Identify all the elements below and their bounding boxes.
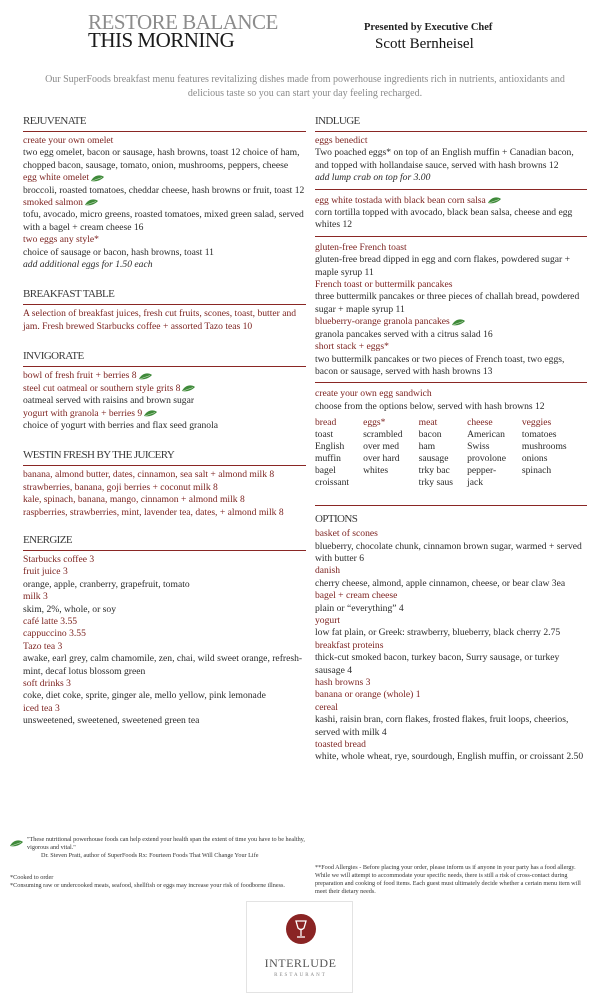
item-label: yogurt with granola + berries 9 [23,407,143,419]
food-allergy-note: **Food Allergies - Before placing your order, please inform us if anyone in your party has a food allergy. While we will attempt to accommodate your specific needs, there is still a risk of cross-contact during preparation and cooking of food items. Each guest must ultimately decide whether a certain menu item will meet their dietary needs. [315,864,581,895]
menu-item-name: bagel + cream cheese [315,590,398,602]
section-indulge [315,112,587,493]
table-cell: provolone [467,453,506,465]
menu-item-desc: cherry cheese, almond, apple cinnamon, cheese, or bear claw 3ea [315,577,566,589]
griddle-group [315,242,587,383]
column-header: cheese [467,417,493,429]
menu-item-desc: two egg omelet, bacon or sausage, hash browns, toast 12 choice of ham, chopped bacon, sausage, tomato, onion, mushrooms, peppers, cheese [23,147,300,171]
table-cell: jack [467,477,484,489]
superfood-leaf-icon [85,199,98,206]
menu-item-name: yogurt [315,614,341,626]
superfood-leaf-icon [488,197,501,204]
menu-title-line1: RESTORE BALANCE [88,10,278,34]
menu-item-name [315,195,587,207]
menu-item-name: basket of scones [315,528,378,540]
section-options [315,505,587,764]
table-cell: trky bac [418,465,450,477]
section-heading: INDLUGE [315,112,587,132]
menu-item-desc: unsweetened, sweetened, sweetened green tea [23,715,200,727]
menu-item-name: banana or orange (whole) 1 [315,689,421,701]
item-label: egg white tostada with black bean corn salsa [315,194,486,206]
table-header-row [315,417,585,429]
juice-item: raspberries, strawberries, mint, lavender tea, dates, + almond milk 8 [23,506,284,518]
superfood-leaf-icon [182,385,195,392]
menu-item-name: eggs benedict [315,135,368,146]
item-label: egg white omelet [23,172,90,184]
table-cell: whites [363,465,389,477]
menu-item-desc: three buttermilk pancakes or three pieces of challah bread, powdered sugar + maple syrup 11 [315,291,580,315]
table-cell: English [315,441,345,453]
chef-name: Scott Bernheisel [375,36,474,52]
table-cell [522,477,585,489]
menu-item-name: toasted bread [315,739,366,751]
menu-item-name: French toast or buttermilk pancakes [315,279,453,291]
menu-item-desc: coke, diet coke, sprite, ginger ale, mello yellow, pink lemonade [23,690,266,702]
table-row [315,441,585,453]
table-row [315,429,585,441]
superfood-leaf-icon [10,840,23,847]
table-cell: Swiss [467,441,490,453]
menu-item-name: danish [315,565,341,577]
item-label: blueberry-orange granola pancakes [315,316,450,328]
section-energize [23,531,306,728]
consuming-warning: *Consuming raw or undercooked meats, seafood, shellfish or eggs may increase your risk of foodborne illness. [10,882,285,889]
quote-block [23,836,305,860]
section-heading: OPTIONS [315,513,358,526]
juice-item: kale, spinach, banana, mango, cinnamon + almond milk 8 [23,494,245,506]
menu-item-name: café latte 3.55 [23,615,78,627]
item-label: steel cut oatmeal or southern style grits 8 [23,382,181,394]
menu-item-name [315,316,587,328]
menu-item-name [23,197,306,209]
menu-item-desc: Two poached eggs* on top of an English muffin + Canadian bacon, and topped with hollandaise sauce, served with hash browns 12 [315,147,574,171]
table-cell: toast [315,429,334,441]
table-cell: over med [363,441,400,453]
menu-item-desc: choice of sausage or bacon, hash browns, toast 11 [23,246,214,258]
section-juicery [23,446,306,519]
menu-item-name: two eggs any style* [23,234,99,246]
section-heading: BREAKFAST TABLE [23,285,306,305]
menu-item-desc: kashi, raisin bran, corn flakes, frosted flakes, fruit loops, cheerios, served with milk 4 [315,714,569,738]
menu-item-desc: thick-cut smoked bacon, turkey bacon, Surry sausage, or turkey sausage 4 [315,652,560,676]
menu-item-desc: blueberry, chocolate chunk, cinnamon brown sugar, warmed + served with butter 6 [315,540,582,564]
benedict-group [315,135,587,190]
menu-item-desc: skim, 2%, whole, or soy [23,603,117,615]
column-header: meat [418,417,438,429]
menu-item-name [23,383,306,395]
table-row [315,453,585,465]
table-cell: pepper- [467,465,497,477]
menu-item-name: breakfast proteins [315,639,384,651]
section-desc: A selection of breakfast juices, fresh cut fruits, scones, toast, butter and jam. Fresh brewed Starbucks coffee + assorted Tazo teas 10 [23,308,297,332]
table-cell: croissant [315,477,350,489]
menu-item-name: create your own omelet [23,135,114,146]
table-cell: scrambled [363,429,403,441]
menu-item-desc: corn tortilla topped with avocado, black bean salsa, cheese and egg whites 12 [315,207,573,231]
wine-glass-icon [286,914,316,944]
table-cell: bacon [418,429,442,441]
table-row [315,477,585,489]
quote-attribution: Dr. Steven Pratt, author of SuperFoods Rx: Fourteen Foods That Will Change Your Life [41,852,259,859]
table-cell: muffin [315,453,341,465]
sandwich-options-table [315,417,585,489]
menu-item-name: Starbucks coffee 3 [23,553,95,565]
menu-item-desc: low fat plain, or Greek: strawberry, blueberry, black cherry 2.75 [315,627,561,639]
tostada-group [315,195,587,237]
menu-item-name: short stack + eggs* [315,341,389,353]
table-cell: tomatoes [521,429,557,441]
menu-item-name: gluten-free French toast [315,241,407,253]
footnotes-left [10,836,305,890]
menu-item-desc: granola pancakes served with a citrus salad 16 [315,328,493,340]
superfood-leaf-icon [91,175,104,182]
menu-item-desc: two buttermilk pancakes or two pieces of French toast, two eggs, bacon or sausage, served with hash browns 13 [315,353,565,377]
left-column [23,112,306,740]
right-column [315,112,587,776]
section-heading: WESTIN FRESH BY THE JUICERY [23,446,306,466]
logo-name: INTERLUDE [264,956,337,970]
item-label: bowl of fresh fruit + berries 8 [23,370,137,382]
table-cell: onions [521,453,548,465]
juice-item: strawberries, banana, goji berries + coconut milk 8 [23,481,218,493]
menu-item-note: add lump crab on top for 3.00 [315,172,431,184]
menu-item-note: add additional eggs for 1.50 each [23,259,153,271]
menu-item-desc: white, whole wheat, rye, sourdough, English muffin, or croissant 2.50 [315,751,584,763]
menu-item-desc: choice of yogurt with berries and flax seed granola [23,419,218,431]
menu-item-desc: choose from the options below, served with hash browns 12 [315,400,545,412]
section-heading: INVIGORATE [23,347,306,367]
table-cell: mushrooms [521,441,567,453]
menu-item-name: Tazo tea 3 [23,640,63,652]
menu-item-desc: orange, apple, cranberry, grapefruit, tomato [23,578,190,590]
juice-item: banana, almond butter, dates, cinnamon, sea salt + almond milk 8 [23,469,275,481]
superfood-leaf-icon [452,319,465,326]
menu-item-desc: gluten-free bread dipped in egg and corn flakes, powdered sugar + maple syrup 11 [315,254,571,278]
interlude-logo [246,901,353,993]
table-row [315,465,585,477]
table-cell: ham [418,441,436,453]
table-cell: sausage [418,453,449,465]
superfood-leaf-icon [144,410,157,417]
table-cell: bagel [315,465,336,477]
section-heading: ENERGIZE [23,531,306,551]
section-breakfast-table [23,285,306,333]
section-invigorate [23,347,306,432]
sandwich-group [315,388,587,493]
menu-item-name: create your own egg sandwich [315,388,432,400]
table-cell: over hard [363,453,400,465]
superfood-leaf-icon [139,373,152,380]
table-cell: trky saus [418,477,453,489]
menu-item-desc: tofu, avocado, micro greens, roasted tomatoes, mixed green salad, served with a bagel + cream cheese 16 [23,209,304,233]
menu-item-name [23,370,306,382]
menu-item-name: soft drinks 3 [23,678,71,689]
menu-intro: Our SuperFoods breakfast menu features revitalizing dishes made from powerhouse ingredients rich in nutrients, antioxidants and delicious taste so you can start your day feeling recharged. [45,74,565,99]
menu-item-desc: oatmeal served with raisins and brown sugar [23,395,195,407]
column-header: eggs* [363,417,386,429]
menu-item-desc: awake, earl grey, calm chamomile, zen, chai, wild sweet orange, refresh-mint, decaf lotus blossom green [23,653,303,677]
menu-item-name: cappuccino 3.55 [23,628,86,640]
column-header: veggies [521,417,552,429]
superfoods-quote [10,836,305,860]
section-rejuvenate [23,112,306,271]
menu-item-name: cereal [315,701,338,713]
table-cell: American [467,429,505,441]
menu-item-name [23,172,306,184]
quote-text: "These nutritional powerhouse foods can help extend your health span the extent of time you have to be healthy, vigorous and vital." [27,836,305,851]
menu-title-line2: THIS MORNING [88,28,235,52]
menu-item-name: milk 3 [23,591,48,603]
column-header: bread [315,417,337,429]
cooked-note: *Cooked to order [10,874,54,881]
menu-item-desc: plain or “everything” 4 [315,602,404,614]
logo-subtitle: RESTAURANT [274,973,327,978]
menu-item-desc: broccoli, roasted tomatoes, cheddar cheese, hash browns or fruit, toast 12 [23,184,305,196]
section-heading: REJUVENATE [23,112,306,132]
menu-item-name [23,408,306,420]
menu-item-name: hash browns 3 [315,677,371,688]
table-cell: spinach [521,465,552,477]
presented-by: Presented by Executive Chef [364,22,493,33]
item-label: smoked salmon [23,197,83,209]
table-cell [363,477,419,489]
menu-item-name: fruit juice 3 [23,566,68,578]
menu-item-name: iced tea 3 [23,702,60,714]
